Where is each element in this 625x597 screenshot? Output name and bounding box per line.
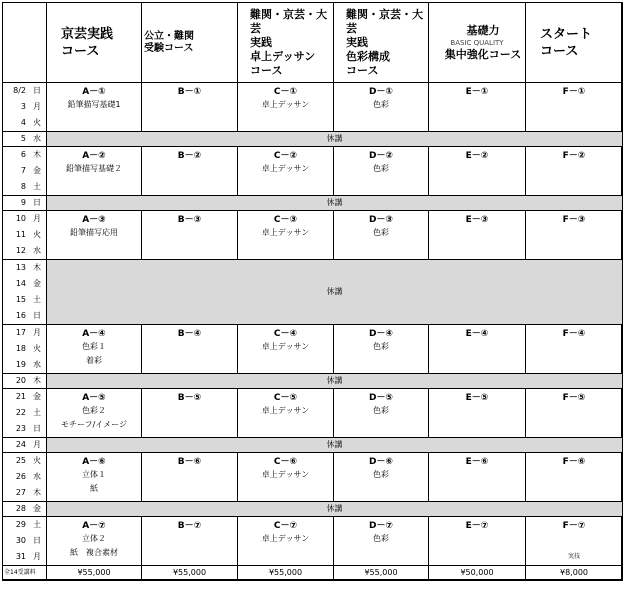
- session-cell: [526, 453, 623, 502]
- session-cell: [47, 83, 142, 132]
- date-weekday: 金: [33, 166, 41, 175]
- course-header: [142, 3, 238, 83]
- date-day: 25: [15, 456, 26, 465]
- session-cell: [526, 83, 623, 132]
- fee-value: ¥55,000: [142, 566, 238, 581]
- session-code: C－③: [273, 215, 298, 225]
- date-line: [6, 325, 46, 341]
- date-cell: [3, 502, 47, 517]
- date-weekday: 土: [33, 295, 41, 304]
- date-line: [6, 243, 46, 259]
- date-day: 10: [15, 214, 26, 223]
- date-day: 18: [15, 344, 26, 353]
- date-line: [6, 389, 46, 405]
- fee-value: ¥8,000: [526, 566, 623, 581]
- date-day: 28: [15, 504, 26, 513]
- session-cell: [47, 517, 142, 566]
- session-topic: 色彩: [373, 342, 389, 351]
- class-row: [3, 517, 623, 566]
- class-row: [3, 83, 623, 132]
- date-weekday: 火: [33, 456, 41, 465]
- session-cell: [429, 147, 526, 196]
- session-topic: 鉛筆描写基礎２: [66, 164, 122, 173]
- date-line: [6, 227, 46, 243]
- session-code: B－②: [177, 151, 202, 161]
- session-cell: [47, 389, 142, 438]
- schedule-sheet: [2, 2, 622, 580]
- session-code: E－①: [465, 87, 489, 97]
- date-line: [6, 115, 46, 131]
- session-code: A－②: [82, 151, 106, 161]
- date-line: [6, 485, 46, 501]
- session-code: C－⑤: [273, 393, 298, 403]
- session-code: B－⑦: [177, 521, 202, 531]
- date-weekday: 火: [33, 230, 41, 239]
- date-line: [6, 533, 46, 549]
- session-cell: [238, 211, 334, 260]
- session-code: D－⑤: [368, 393, 394, 403]
- session-code: B－③: [177, 215, 202, 225]
- date-cell: [3, 389, 47, 438]
- course-header: [47, 3, 142, 83]
- date-day: 8/2: [13, 86, 26, 95]
- session-cell: [526, 389, 623, 438]
- date-line: [6, 163, 46, 179]
- session-code: A－①: [82, 87, 106, 97]
- date-weekday: 木: [33, 376, 41, 385]
- session-code: B－④: [177, 329, 202, 339]
- course-header-line: コース: [540, 43, 579, 59]
- schedule-table: [2, 2, 623, 581]
- date-line: [6, 260, 46, 276]
- date-line: [6, 405, 46, 421]
- date-day: 20: [15, 376, 26, 385]
- course-header: [429, 3, 526, 83]
- fee-value: ¥50,000: [429, 566, 526, 581]
- session-cell: [334, 83, 429, 132]
- date-day: 22: [15, 408, 26, 417]
- session-code: D－④: [368, 329, 394, 339]
- session-topic: 卓上デッサン: [261, 406, 310, 415]
- session-cell: [142, 389, 238, 438]
- date-cell: [3, 260, 47, 325]
- session-code: C－⑦: [273, 521, 298, 531]
- rest-cell: 休講: [47, 132, 623, 147]
- fee-row: [3, 566, 623, 581]
- course-header-line: コース: [346, 63, 379, 77]
- date-line: [6, 357, 46, 373]
- date-weekday: 月: [33, 214, 41, 223]
- corner-cell: [3, 3, 47, 83]
- date-day: 23: [15, 424, 26, 433]
- date-weekday: 木: [33, 263, 41, 272]
- session-code: F－⑦: [562, 521, 586, 531]
- session-topic: 卓上デッサン: [261, 100, 310, 109]
- date-line: [6, 179, 46, 195]
- date-weekday: 日: [33, 311, 41, 320]
- rest-cell: 休講: [47, 438, 623, 453]
- session-code: A－⑤: [82, 393, 106, 403]
- date-weekday: 月: [33, 552, 41, 561]
- class-row: [3, 389, 623, 438]
- session-cell: [429, 211, 526, 260]
- date-cell: [3, 517, 47, 566]
- date-cell: [3, 438, 47, 453]
- course-header-line: コース: [61, 43, 100, 59]
- date-weekday: 月: [33, 328, 41, 337]
- session-topic: 色彩１: [82, 342, 106, 351]
- date-cell: [3, 132, 47, 147]
- course-header-line: 実践: [346, 35, 368, 49]
- rest-row: [3, 374, 623, 389]
- date-day: 31: [15, 552, 26, 561]
- session-cell: [429, 325, 526, 374]
- session-topic: 鉛筆描写応用: [70, 228, 118, 237]
- date-weekday: 土: [33, 182, 41, 191]
- date-line: [6, 132, 46, 146]
- date-day: 17: [15, 328, 26, 337]
- date-day: 4: [20, 118, 26, 127]
- date-line: [6, 549, 46, 565]
- session-code: E－⑤: [465, 393, 489, 403]
- session-code: F－⑤: [562, 393, 586, 403]
- date-line: [6, 211, 46, 227]
- date-day: 26: [15, 472, 26, 481]
- session-code: D－②: [368, 151, 394, 161]
- date-day: 5: [20, 134, 26, 143]
- session-cell: [142, 211, 238, 260]
- header-row: [3, 3, 623, 83]
- session-topic: 色彩: [373, 534, 389, 543]
- session-topic: 立体２: [82, 534, 106, 543]
- date-day: 16: [15, 311, 26, 320]
- course-header-line: BASIC QUALITY: [450, 38, 504, 47]
- date-weekday: 木: [33, 150, 41, 159]
- session-code: C－①: [273, 87, 298, 97]
- session-cell: [142, 147, 238, 196]
- session-cell: [142, 83, 238, 132]
- fee-label: 全14受講料: [3, 566, 47, 581]
- course-header-line: 基礎力: [466, 23, 500, 37]
- date-line: [6, 83, 46, 99]
- date-weekday: 金: [33, 279, 41, 288]
- session-cell: [238, 83, 334, 132]
- session-cell: [334, 211, 429, 260]
- date-line: [6, 517, 46, 533]
- date-cell: [3, 196, 47, 211]
- session-cell: [429, 83, 526, 132]
- session-cell: [47, 453, 142, 502]
- course-header: [526, 3, 623, 83]
- date-weekday: 水: [33, 472, 41, 481]
- date-line: [6, 276, 46, 292]
- session-code: B－①: [177, 87, 202, 97]
- session-cell: [142, 517, 238, 566]
- date-day: 30: [15, 536, 26, 545]
- session-topic: 紙 複合素材: [70, 548, 118, 557]
- date-weekday: 金: [33, 392, 41, 401]
- date-cell: [3, 374, 47, 389]
- date-cell: [3, 147, 47, 196]
- rest-row: [3, 132, 623, 147]
- date-day: 11: [15, 230, 26, 239]
- date-weekday: 火: [33, 344, 41, 353]
- session-cell: [334, 389, 429, 438]
- rest-cell: 休講: [47, 260, 623, 325]
- date-cell: [3, 453, 47, 502]
- date-weekday: 火: [33, 118, 41, 127]
- session-code: E－⑦: [465, 521, 489, 531]
- date-line: [6, 147, 46, 163]
- session-topic: 立体１: [82, 470, 106, 479]
- session-topic: 卓上デッサン: [261, 470, 310, 479]
- rest-row: [3, 502, 623, 517]
- session-cell: [526, 211, 623, 260]
- date-line: [6, 421, 46, 437]
- course-header-line: コース: [250, 63, 283, 77]
- session-cell: [429, 453, 526, 502]
- rest-row: [3, 260, 623, 325]
- date-line: [6, 99, 46, 115]
- class-row: [3, 453, 623, 502]
- course-header: [334, 3, 429, 83]
- date-day: 12: [15, 246, 26, 255]
- date-line: [6, 374, 46, 388]
- session-topic: 色彩: [373, 406, 389, 415]
- date-weekday: 水: [33, 246, 41, 255]
- class-row: [3, 325, 623, 374]
- date-line: [6, 308, 46, 324]
- date-day: 29: [15, 520, 26, 529]
- session-topic: 色彩: [373, 228, 389, 237]
- date-weekday: 日: [33, 86, 41, 95]
- session-cell: [334, 147, 429, 196]
- course-header-line: 受験コース: [144, 42, 194, 54]
- session-topic: 卓上デッサン: [261, 228, 310, 237]
- date-day: 8: [20, 182, 26, 191]
- date-weekday: 日: [33, 536, 41, 545]
- session-code: C－②: [273, 151, 298, 161]
- date-weekday: 金: [33, 504, 41, 513]
- date-cell: [3, 83, 47, 132]
- fee-value: ¥55,000: [47, 566, 142, 581]
- date-day: 19: [15, 360, 26, 369]
- fee-value: ¥55,000: [334, 566, 429, 581]
- course-header-line: スタート: [540, 26, 593, 42]
- date-cell: [3, 325, 47, 374]
- date-weekday: 日: [33, 198, 41, 207]
- session-cell: [238, 517, 334, 566]
- course-header: [238, 3, 334, 83]
- date-weekday: 土: [33, 520, 41, 529]
- session-code: F－④: [562, 329, 586, 339]
- rest-cell: 休講: [47, 502, 623, 517]
- session-code: A－⑦: [82, 521, 106, 531]
- session-topic: 色彩: [373, 470, 389, 479]
- session-cell: [334, 325, 429, 374]
- date-line: [6, 292, 46, 308]
- session-code: F－②: [562, 151, 586, 161]
- session-cell: [238, 147, 334, 196]
- session-topic: 色彩２: [82, 406, 106, 415]
- date-weekday: 月: [33, 102, 41, 111]
- session-code: F－⑥: [562, 457, 586, 467]
- date-day: 7: [20, 166, 26, 175]
- date-weekday: 月: [33, 440, 41, 449]
- date-line: [6, 341, 46, 357]
- date-day: 21: [15, 392, 26, 401]
- session-code: A－③: [82, 215, 106, 225]
- date-cell: [3, 211, 47, 260]
- date-day: 14: [15, 279, 26, 288]
- session-code: A－⑥: [82, 457, 106, 467]
- date-weekday: 木: [33, 488, 41, 497]
- session-topic: 紙: [90, 484, 98, 493]
- course-header-line: 難関・京芸・大芸: [346, 7, 423, 35]
- session-cell: [429, 389, 526, 438]
- session-topic: 卓上デッサン: [261, 164, 310, 173]
- date-weekday: 土: [33, 408, 41, 417]
- session-topic: 着彩: [86, 356, 102, 365]
- date-day: 27: [15, 488, 26, 497]
- class-row: [3, 147, 623, 196]
- session-cell: [526, 517, 623, 566]
- date-day: 24: [15, 440, 26, 449]
- session-topic: モチーフ/イメージ: [60, 420, 128, 429]
- session-cell: [142, 325, 238, 374]
- rest-row: [3, 438, 623, 453]
- date-line: [6, 453, 46, 469]
- session-code: A－④: [82, 329, 106, 339]
- session-topic: 色彩: [373, 164, 389, 173]
- session-note: 実技: [567, 553, 580, 560]
- session-cell: [526, 147, 623, 196]
- rest-cell: 休講: [47, 374, 623, 389]
- session-topic: 鉛筆描写基礎1: [67, 100, 121, 109]
- session-cell: [429, 517, 526, 566]
- date-line: [6, 438, 46, 452]
- session-cell: [334, 517, 429, 566]
- course-header-line: 集中強化コース: [444, 47, 522, 61]
- session-code: E－③: [465, 215, 489, 225]
- date-line: [6, 469, 46, 485]
- course-header-line: 京芸実践: [61, 26, 114, 42]
- session-cell: [47, 147, 142, 196]
- session-code: E－②: [465, 151, 489, 161]
- session-code: D－①: [368, 87, 394, 97]
- session-topic: 卓上デッサン: [261, 342, 310, 351]
- session-cell: [526, 325, 623, 374]
- course-header-line: 難関・京芸・大芸: [250, 7, 327, 35]
- class-row: [3, 211, 623, 260]
- session-code: F－③: [562, 215, 586, 225]
- rest-cell: 休講: [47, 196, 623, 211]
- course-header-line: 実践: [250, 35, 272, 49]
- course-header-line: 色彩構成: [346, 49, 390, 63]
- date-day: 3: [20, 102, 26, 111]
- session-code: D－③: [368, 215, 394, 225]
- session-cell: [142, 453, 238, 502]
- date-day: 6: [20, 150, 26, 159]
- session-code: E－④: [465, 329, 489, 339]
- session-code: B－⑤: [177, 393, 202, 403]
- date-day: 9: [20, 198, 26, 207]
- session-cell: [334, 453, 429, 502]
- date-weekday: 水: [33, 360, 41, 369]
- session-cell: [238, 325, 334, 374]
- date-day: 13: [15, 263, 26, 272]
- fee-value: ¥55,000: [238, 566, 334, 581]
- session-code: E－⑥: [465, 457, 489, 467]
- session-code: F－①: [562, 87, 586, 97]
- session-topic: 色彩: [373, 100, 389, 109]
- session-topic: 卓上デッサン: [261, 534, 310, 543]
- date-day: 15: [15, 295, 26, 304]
- session-cell: [238, 389, 334, 438]
- session-code: B－⑥: [177, 457, 202, 467]
- session-code: C－⑥: [273, 457, 298, 467]
- session-code: D－⑦: [368, 521, 394, 531]
- course-header-line: 公立・難関: [144, 30, 194, 42]
- session-cell: [238, 453, 334, 502]
- session-code: D－⑥: [368, 457, 394, 467]
- date-line: [6, 502, 46, 516]
- rest-row: [3, 196, 623, 211]
- session-cell: [47, 211, 142, 260]
- course-header-line: 卓上デッサン: [250, 49, 316, 63]
- date-weekday: 日: [33, 424, 41, 433]
- date-line: [6, 196, 46, 210]
- date-weekday: 水: [33, 134, 41, 143]
- session-cell: [47, 325, 142, 374]
- session-code: C－④: [273, 329, 298, 339]
